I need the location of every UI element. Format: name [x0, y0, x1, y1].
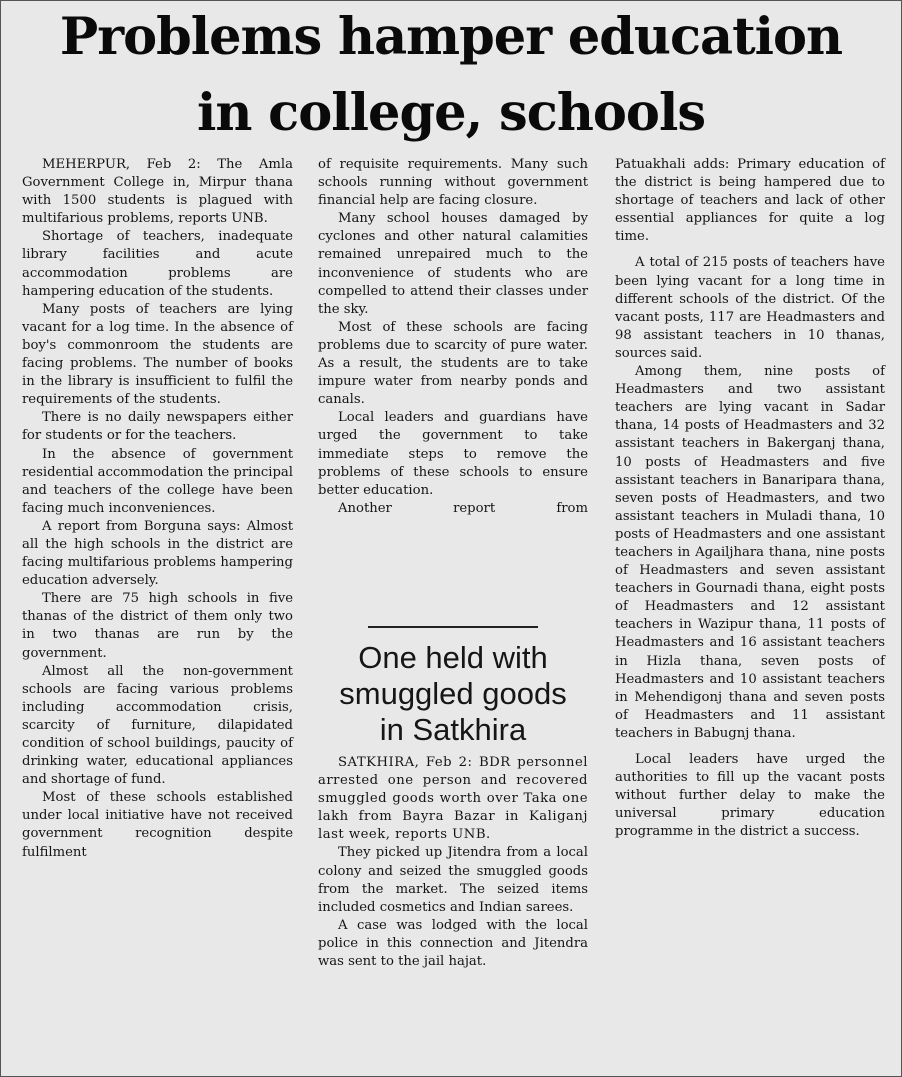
headline-line-1: Problems hamper education	[59, 7, 843, 67]
article2-headline-line-3: in Satkhira	[379, 712, 527, 747]
headline-line-2: in college, schools	[196, 83, 706, 143]
paragraph: In the absence of government residential accommodation the principal and teachers of the college have been facing much inconveniences.	[22, 446, 293, 516]
paragraph: Patuakhali adds: Primary education of the district is being hampered due to shortage of teachers and lack of other essential appliances for quite a log time.	[615, 157, 885, 245]
paragraph: There is no daily newspapers either for students or for the teachers.	[22, 410, 293, 444]
paragraph: Another report from	[338, 500, 588, 516]
paragraph: A case was lodged with the local police in this connection and Jitendra was sent to the jail hajat.	[318, 917, 588, 970]
article-column-3	[615, 156, 885, 841]
paragraph: Most of these schools established under local initiative have not received government recognition despite fulfilment	[22, 790, 293, 860]
paragraph: SATKHIRA, Feb 2: BDR personnel arrested one person and recovered smuggled goods worth over Taka one lakh from Bayra Bazar in Kaliganj last week, reports UNB.	[318, 755, 588, 843]
article2-body	[318, 754, 588, 971]
article2-headline-line-1: One held with	[358, 640, 548, 675]
paragraph: There are 75 high schools in five thanas of the district of them only two in two thanas are run by the government.	[22, 591, 293, 661]
paragraph: Most of these schools are facing problems due to scarcity of pure water. As a result, the students are to take impure water from nearby ponds and canals.	[318, 319, 588, 408]
paragraph: Shortage of teachers, inadequate library facilities and acute accommodation problems are hampering education of the students.	[22, 229, 293, 299]
paragraph: Local leaders and guardians have urged the government to take immediate steps to remove the problems of these schools to ensure better education.	[318, 410, 588, 498]
paragraph: of requisite requirements. Many such schools running without government financial help are facing closure.	[318, 157, 588, 209]
paragraph: They picked up Jitendra from a local colony and seized the smuggled goods from the market. The seized items included cosmetics and Indian sarees.	[318, 845, 588, 915]
article-column-1	[22, 156, 293, 862]
paragraph: A report from Borguna says: Almost all the high schools in the district are facing multifarious problems hampering education adversely.	[22, 518, 293, 589]
article2-headline	[318, 640, 588, 748]
paragraph: Almost all the non-government schools are facing various problems including accommodation crisis, scarcity of furniture, dilapidated condition of school buildings, paucity of drinking water, educational appliances and shortage of fund.	[22, 663, 293, 788]
paragraph: MEHERPUR, Feb 2: The Amla Government College in, Mirpur thana with 1500 students is plagued with multifarious problems, reports UNB.	[22, 157, 293, 227]
article-column-2	[318, 156, 588, 518]
paragraph: Many school houses damaged by cyclones and other natural calamities remained unrepaired much to the inconvenience of students who are compelled to attend their classes under the sky.	[318, 211, 588, 317]
paragraph: Among them, nine posts of Headmasters and two assistant teachers are lying vacant in Sadar thana, 14 posts of Headmasters and 32 assistant teachers in Bakerganj thana, 10 posts of Headmasters and five assistant teachers in Banaripara thana, seven posts of Headmasters, and two assistant teachers in Muladi thana, 10 posts of Headmasters and one assistant teachers in Agailjhara thana, nine posts of Headmasters and seven assistant teachers in Gournadi thana, eight posts of Headmasters and 12 assistant teachers in Wazipur thana, 11 posts of Headmasters and 16 assistant teachers in Hizla thana, seven posts of Headmasters and 10 assistant teachers in Mehendigonj thana and seven posts of Headmasters and 11 assistant teachers in Babugnj thana.	[615, 364, 885, 741]
paragraph: Local leaders have urged the authorities to fill up the vacant posts without further delay to make the universal primary education programme in the district a success.	[615, 752, 885, 840]
paragraph: Many posts of teachers are lying vacant for a log time. In the absence of boy's commonroom the students are facing problems. The number of books in the library is insufficient to fulfil the requirements of the students.	[22, 301, 293, 408]
paragraph: A total of 215 posts of teachers have been lying vacant for a long time in different schools of the district. Of the vacant posts, 117 are Headmasters and 98 assistant teachers in 10 thanas, sources said.	[615, 255, 885, 361]
article-divider	[368, 626, 538, 628]
article2-headline-line-2: smuggled goods	[339, 676, 567, 711]
